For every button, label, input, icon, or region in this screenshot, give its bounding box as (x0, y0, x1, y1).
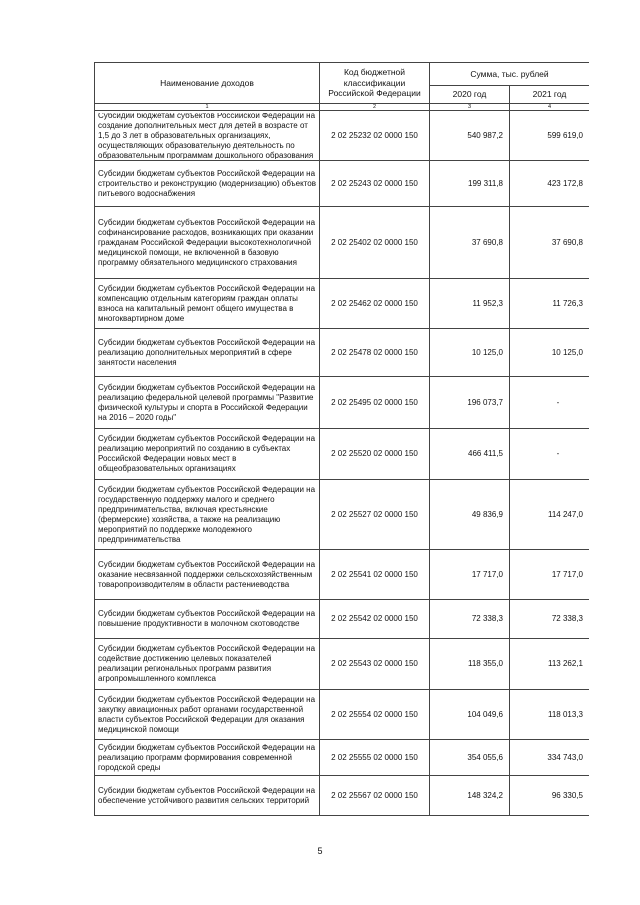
row-name: Субсидии бюджетам субъектов Российской Федерации на оказание несвязанной поддержки сельскохозяйственным товаропроизводителям в области растениеводства (95, 550, 320, 600)
row-code: 2 02 25232 02 0000 150 (320, 111, 430, 161)
revenue-table-container (94, 62, 589, 817)
row-value-2021: 17 717,0 (510, 550, 590, 600)
row-value-2021: 118 013,3 (510, 690, 590, 740)
row-code: 2 02 25495 02 0000 150 (320, 377, 430, 429)
row-code: 2 02 25402 02 0000 150 (320, 207, 430, 279)
row-value-2020: 118 355,0 (430, 639, 510, 690)
col-number-2: 2 (320, 104, 430, 111)
row-name: Субсидии бюджетам субъектов Российской Федерации на реализацию дополнительных мероприятий в сфере занятости населения (95, 329, 320, 377)
row-value-2021: 72 338,3 (510, 600, 590, 639)
row-name: Субсидии бюджетам субъектов Российской Федерации на реализацию программ формирования современной городской среды (95, 740, 320, 776)
table-row (95, 377, 590, 429)
table-row (95, 740, 590, 776)
table-row (95, 690, 590, 740)
revenue-table (94, 62, 589, 816)
row-name: Субсидии бюджетам субъектов Российской Федерации на обеспечение устойчивого развития сельских территорий (95, 776, 320, 816)
header-2021: 2021 год (510, 86, 590, 104)
row-name: Субсидии бюджетам субъектов Российской Федерации на реализацию мероприятий по созданию в субъектах Российской Федерации новых мест в общеобразовательных организациях (95, 429, 320, 480)
row-code: 2 02 25478 02 0000 150 (320, 329, 430, 377)
page-number: 5 (317, 846, 323, 856)
row-value-2021: 334 743,0 (510, 740, 590, 776)
row-value-2020: 17 717,0 (430, 550, 510, 600)
row-code: 2 02 25567 02 0000 150 (320, 776, 430, 816)
row-code: 2 02 25243 02 0000 150 (320, 161, 430, 207)
row-value-2021: 113 262,1 (510, 639, 590, 690)
row-name-text: Субсидии бюджетам субъектов Российской Федерации на создание дополнительных мест для детей в возрасте от 1,5 до 3 лет в образовательных организациях, осуществляющих образовательную деятельность по образовательным программам дошкольного образования (98, 112, 316, 159)
row-name: Субсидии бюджетам субъектов Российской Федерации на строительство и реконструкцию (модернизацию) объектов питьевого водоснабжения (95, 161, 320, 207)
row-value-2020: 49 836,9 (430, 480, 510, 550)
row-value-2021: 423 172,8 (510, 161, 590, 207)
row-name (95, 111, 320, 161)
table-row (95, 480, 590, 550)
row-value-2020: 104 049,6 (430, 690, 510, 740)
table-row (95, 776, 590, 816)
row-value-2021: 11 726,3 (510, 279, 590, 329)
row-value-2021: - (510, 377, 590, 429)
row-code: 2 02 25541 02 0000 150 (320, 550, 430, 600)
row-code: 2 02 25462 02 0000 150 (320, 279, 430, 329)
row-value-2021: 114 247,0 (510, 480, 590, 550)
row-code: 2 02 25555 02 0000 150 (320, 740, 430, 776)
row-value-2020: 466 411,5 (430, 429, 510, 480)
col-number-4: 4 (510, 104, 590, 111)
row-code: 2 02 25543 02 0000 150 (320, 639, 430, 690)
header-code: Код бюджетной классификации Российской Федерации (320, 63, 430, 104)
row-name: Субсидии бюджетам субъектов Российской Федерации на компенсацию отдельным категориям граждан оплаты взноса на капитальный ремонт общего имущества в многоквартирном доме (95, 279, 320, 329)
table-row (95, 600, 590, 639)
row-value-2020: 11 952,3 (430, 279, 510, 329)
table-row (95, 429, 590, 480)
row-code: 2 02 25527 02 0000 150 (320, 480, 430, 550)
row-value-2020: 148 324,2 (430, 776, 510, 816)
table-row (95, 161, 590, 207)
row-value-2021: 10 125,0 (510, 329, 590, 377)
row-value-2021: 599 619,0 (510, 111, 590, 161)
row-value-2020: 540 987,2 (430, 111, 510, 161)
table-row (95, 207, 590, 279)
row-value-2021: - (510, 429, 590, 480)
row-name: Субсидии бюджетам субъектов Российской Федерации на реализацию федеральной целевой программы "Развитие физической культуры и спорта в Российской Федерации на 2016 – 2020 годы" (95, 377, 320, 429)
row-name: Субсидии бюджетам субъектов Российской Федерации на закупку авиационных работ органами государственной власти субъектов Российской Федерации для оказания медицинской помощи (95, 690, 320, 740)
row-value-2021: 96 330,5 (510, 776, 590, 816)
row-code: 2 02 25520 02 0000 150 (320, 429, 430, 480)
row-name: Субсидии бюджетам субъектов Российской Федерации на повышение продуктивности в молочном скотоводстве (95, 600, 320, 639)
row-code: 2 02 25542 02 0000 150 (320, 600, 430, 639)
header-2020: 2020 год (430, 86, 510, 104)
row-value-2020: 354 055,6 (430, 740, 510, 776)
row-name: Субсидии бюджетам субъектов Российской Федерации на государственную поддержку малого и среднего предпринимательства, включая крестьянские (фермерские) хозяйства, а также на реализацию мероприятий по поддержке молодежного предпринимательства (95, 480, 320, 550)
table-row (95, 279, 590, 329)
col-number-1: 1 (95, 104, 320, 111)
header-name: Наименование доходов (95, 63, 320, 104)
row-value-2020: 10 125,0 (430, 329, 510, 377)
table-row (95, 550, 590, 600)
row-name: Субсидии бюджетам субъектов Российской Федерации на софинансирование расходов, возникающих при оказании гражданам Российской Федерации высокотехнологичной медицинской помощи, не включенной в базовую программу обязательного медицинского страхования (95, 207, 320, 279)
table-row (95, 329, 590, 377)
row-value-2020: 72 338,3 (430, 600, 510, 639)
col-number-3: 3 (430, 104, 510, 111)
row-code: 2 02 25554 02 0000 150 (320, 690, 430, 740)
row-value-2020: 196 073,7 (430, 377, 510, 429)
table-row (95, 111, 590, 161)
row-value-2021: 37 690,8 (510, 207, 590, 279)
header-sum: Сумма, тыс. рублей (430, 63, 590, 86)
table-row (95, 639, 590, 690)
row-value-2020: 37 690,8 (430, 207, 510, 279)
row-value-2020: 199 311,8 (430, 161, 510, 207)
row-name: Субсидии бюджетам субъектов Российской Федерации на содействие достижению целевых показателей реализации региональных программ развития агропромышленного комплекса (95, 639, 320, 690)
